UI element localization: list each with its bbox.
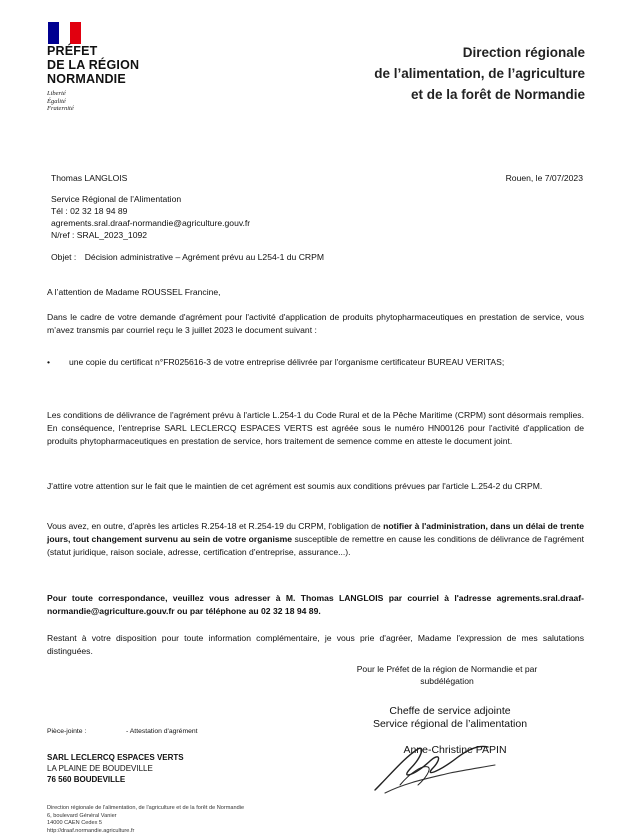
devise-line: Égalité xyxy=(47,97,66,105)
sender-ref: N/ref : SRAL_2023_1092 xyxy=(51,230,148,240)
objet-line xyxy=(51,251,324,263)
footer-line: 6, boulevard Général Vanier xyxy=(47,812,117,819)
paragraph-obligation xyxy=(47,520,584,560)
delegation-line: Pour le Préfet de la région de Normandie et par xyxy=(356,664,538,674)
sender-service: Service Régional de l'Alimentation xyxy=(51,194,182,204)
sender-tel: Tél : 02 32 18 94 89 xyxy=(51,206,128,216)
paragraph-attention: J'attire votre attention sur le fait que le maintien de cet agrément est soumis aux conditions prévues par l'article L.254-2 du CRPM. xyxy=(47,481,543,491)
republic-flag-logo xyxy=(48,22,81,44)
delegation-line: subdélégation xyxy=(420,676,474,686)
signature-title-2: Service régional de l’alimentation xyxy=(372,718,528,730)
paragraph-closing: Restant à votre disposition pour toute information complémentaire, je vous prie d'agréer, Madame l'expression de mes salutations distinguées. xyxy=(47,633,584,657)
bullet-text: une copie du certificat n°FR025616-3 de votre entreprise délivrée par l'organisme certificateur BUREAU VERITAS; xyxy=(69,357,505,367)
bullet-item xyxy=(47,356,584,369)
handwritten-signature xyxy=(370,735,505,795)
objet-label: Objet : xyxy=(51,252,77,262)
sender-email: agrements.sral.draaf-normandie@agriculture.gouv.fr xyxy=(51,218,251,228)
pj-value: - Attestation d'agrément xyxy=(126,728,198,735)
signature-title-1: Cheffe de service adjointe xyxy=(389,705,511,717)
direction-title xyxy=(374,42,585,105)
flag-red-stripe xyxy=(70,22,81,44)
paragraph-correspondance: Pour toute correspondance, veuillez vous adresser à M. Thomas LANGLOIS par courriel à l'adresse agrements.sral.draaf-normandie@agriculture.gouv.fr ou par téléphone au 02 32 18 94 89. xyxy=(47,593,584,617)
flag-white-stripe xyxy=(59,22,70,44)
footer-link[interactable]: http://draaf.normandie.agriculture.fr xyxy=(47,827,135,834)
sender-block xyxy=(51,193,250,241)
recipient-city: 76 560 BOUDEVILLE xyxy=(47,775,126,784)
prefet-line: PRÉFET xyxy=(47,44,98,58)
pj-line xyxy=(47,728,198,735)
bullet-icon: • xyxy=(47,357,51,367)
devise-block xyxy=(47,90,74,113)
devise-line: Liberté xyxy=(47,90,66,97)
footer-line: 14000 CAEN Cedex 5 xyxy=(47,820,103,827)
delegation-block xyxy=(306,663,588,687)
paragraph-conditions: Les conditions de délivrance de l'agrément prévu à l'article L.254-1 du Code Rural et de la Pêche Maritime (CRPM) sont désormais remplies. En conséquence, l'entreprise SARL LECLERCQ ESPACES VERTS est agréée sous le numéro HN00126 pour l'activité d'application de produits phytopharmaceutiques en prestation de service, hors traitement de semence comme en atteste le document joint. xyxy=(47,410,584,447)
direction-line: de l’alimentation, de l’agriculture xyxy=(374,66,585,81)
attention-line: A l’attention de Madame ROUSSEL Francine, xyxy=(47,287,221,297)
prefet-line: DE LA RÉGION xyxy=(47,58,140,72)
pj-label: Pièce-jointe : xyxy=(47,728,87,735)
prefet-line: NORMANDIE xyxy=(47,72,126,86)
recipient-name: SARL LECLERCQ ESPACES VERTS xyxy=(47,753,184,762)
direction-line: et de la forêt de Normandie xyxy=(410,87,585,102)
recipient-block xyxy=(47,752,184,785)
obligation-text-a: Vous avez, en outre, d'après les articles R.254-18 et R.254-19 du CRPM, l'obligation de xyxy=(47,521,384,531)
obligation-text-bold: notifier à l'administration, dans un délai de trente jours, tout changement survenu au sein de votre organisme xyxy=(47,521,584,545)
recipient-address: LA PLAINE DE BOUDEVILLE xyxy=(47,764,153,773)
flag-blue-stripe xyxy=(48,22,59,44)
letter-date: Rouen, le 7/07/2023 xyxy=(505,173,583,183)
sender-name: Thomas LANGLOIS xyxy=(51,173,128,183)
prefet-block xyxy=(47,44,139,86)
paragraph-intro: Dans le cadre de votre demande d'agrément pour l'activité d'application de produits phytopharmaceutiques en prestation de service, vous m’avez transmis par courriel reçu le 3 juillet 2023 le document suivant : xyxy=(47,312,584,336)
footer-line: Direction régionale de l'alimentation, de l'agriculture et de la forêt de Normandie xyxy=(47,805,245,811)
footer-block xyxy=(47,805,244,835)
objet-text: Décision administrative – Agrément prévu au L254-1 du CRPM xyxy=(84,252,325,262)
obligation-text-c: susceptible de remettre en cause les conditions de délivrance de l'agrément (statut juridique, raison sociale, adresse, certification d'entreprise, assurance...). xyxy=(47,534,584,558)
devise-line: Fraternité xyxy=(47,105,74,112)
direction-line: Direction régionale xyxy=(462,45,585,60)
signature-name: Anne-Christine PAPIN xyxy=(403,744,507,756)
